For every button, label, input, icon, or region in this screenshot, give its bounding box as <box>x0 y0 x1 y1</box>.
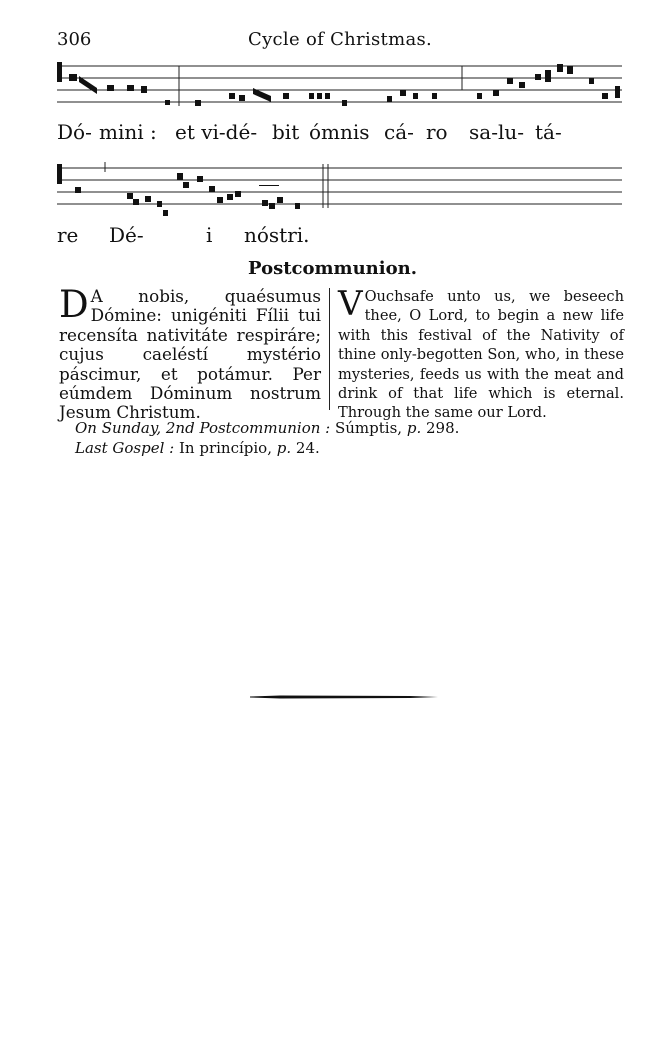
english-prayer-text: Ouchsafe unto us, we beseech thee, O Lord, to begin a new life with this festival of the Nativity of thine only-begotten Son, who, in these mysteries, feeds us with the meat and drink of that life which is eternal. Through the same our Lord. <box>338 288 624 422</box>
english-prayer <box>338 284 624 423</box>
lyric-syllable: Dé- <box>109 223 144 247</box>
gospel-rubric-label: Last Gospel : <box>75 439 175 457</box>
running-head: Cycle of Christmas. <box>248 29 433 50</box>
sunday-rubric-page: 298. <box>426 419 460 437</box>
chant-lyrics-2 <box>57 223 622 249</box>
end-rule-ornament <box>250 684 438 688</box>
latin-prayer <box>59 283 321 423</box>
gospel-rubric-page: 24. <box>295 439 320 457</box>
gospel-rubric-ref: In princípio, <box>179 439 272 457</box>
chant-lyrics-1 <box>57 120 622 146</box>
section-title: Postcommunion. <box>248 258 417 279</box>
lyric-syllable: ro <box>426 120 448 144</box>
latin-drop-cap: D <box>59 283 89 326</box>
sunday-rubric <box>75 419 459 437</box>
lyric-syllable: mini : <box>99 120 157 144</box>
sunday-rubric-page-prefix: p. <box>406 419 422 437</box>
sunday-rubric-label: On Sunday, 2nd Postcommunion : <box>75 419 331 437</box>
lyric-syllable: bit <box>272 120 300 144</box>
page-number: 306 <box>57 29 92 50</box>
lyric-syllable: sa-lu- <box>469 120 524 144</box>
gospel-rubric-page-prefix: p. <box>276 439 292 457</box>
chant-staff-2 <box>57 160 622 216</box>
lyric-syllable: ómnis <box>309 120 370 144</box>
lyric-syllable: i <box>206 223 213 247</box>
lyric-syllable: re <box>57 223 79 247</box>
lyric-syllable: Dó- <box>57 120 92 144</box>
lyric-syllable: cá- <box>384 120 414 144</box>
lyric-syllable: et vi-dé- <box>175 120 258 144</box>
latin-prayer-text: A nobis, quaésumus Dómine: unigéniti Fílii tui recensíta nativitáte respiráre; cujus caeléstí mystério páscimur, et potámur. Per eúmdem Dóminum nostrum Jesum Christum. <box>59 286 321 423</box>
column-divider <box>329 288 330 410</box>
lyric-syllable: nóstri. <box>244 223 310 247</box>
gospel-rubric <box>75 439 320 457</box>
chant-staff-1 <box>57 60 622 112</box>
sunday-rubric-ref: Súmptis, <box>335 419 403 437</box>
lyric-syllable: tá- <box>535 120 562 144</box>
english-drop-cap: V <box>338 284 363 324</box>
